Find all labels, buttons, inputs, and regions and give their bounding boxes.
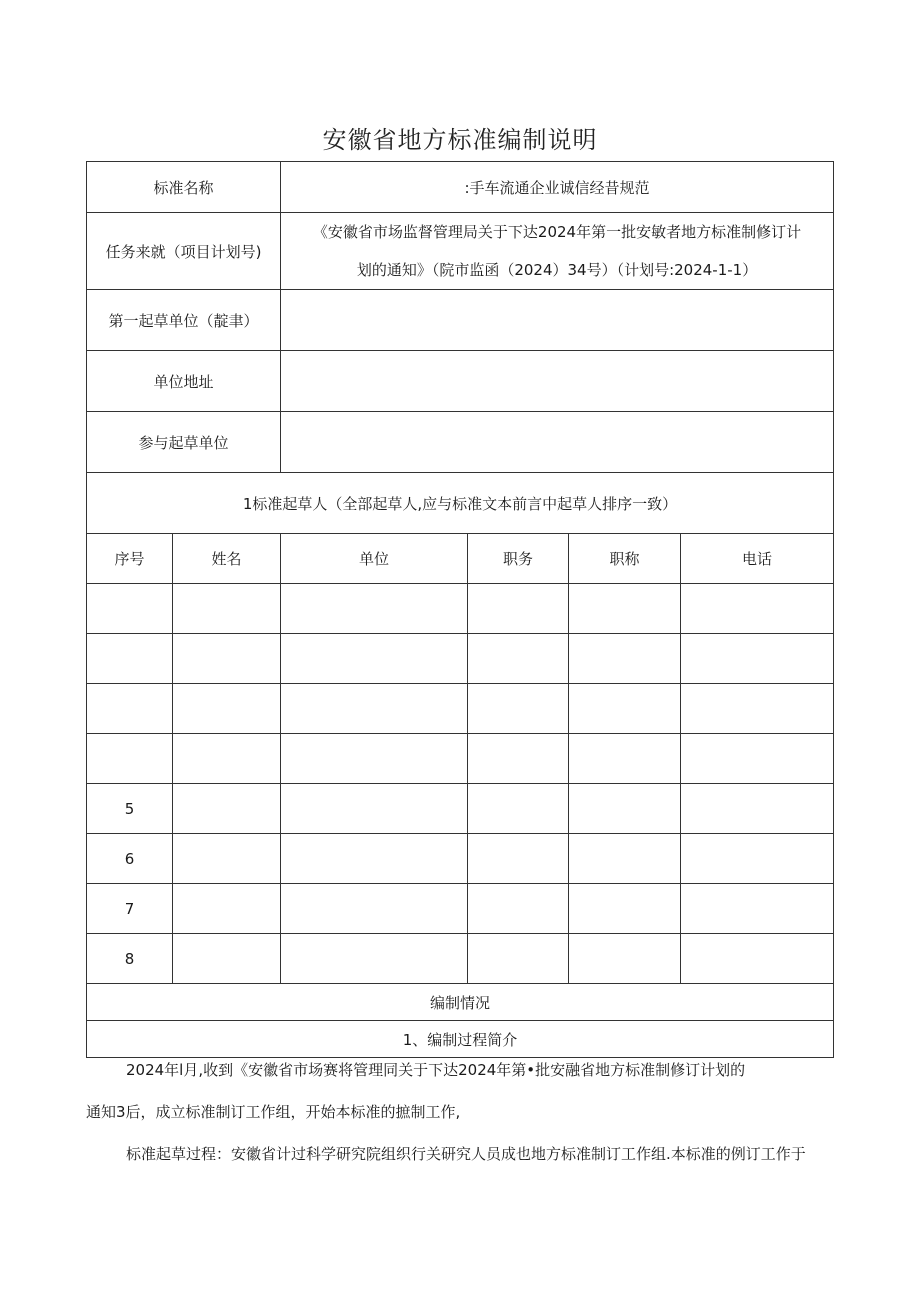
header-index: 序号: [87, 534, 173, 584]
participants-row: [87, 412, 834, 473]
row-title[interactable]: [569, 784, 681, 834]
standard-name-label: 标准名称: [87, 162, 281, 213]
row-index: 6: [87, 834, 173, 884]
row-position[interactable]: [468, 734, 569, 784]
process-heading-row: [87, 1021, 834, 1058]
first-drafter-label: 第一起草单位（靛聿）: [87, 290, 281, 351]
row-name[interactable]: [173, 784, 281, 834]
participants-label: 参与起草单位: [87, 412, 281, 473]
row-unit[interactable]: [281, 584, 468, 634]
row-phone[interactable]: [681, 934, 834, 984]
header-unit: 单位: [281, 534, 468, 584]
row-title[interactable]: [569, 934, 681, 984]
table-row: [87, 784, 834, 834]
table-row: [87, 684, 834, 734]
row-index: [87, 684, 173, 734]
row-name[interactable]: [173, 734, 281, 784]
row-unit[interactable]: [281, 784, 468, 834]
row-position[interactable]: [468, 934, 569, 984]
first-drafter-value[interactable]: [281, 290, 834, 351]
drafters-section-title: 1标准起草人（全部起草人,应与标准文本前言中起草人排序一致）: [87, 473, 834, 534]
row-unit[interactable]: [281, 684, 468, 734]
task-source-value: [281, 213, 834, 290]
row-title[interactable]: [569, 584, 681, 634]
table-row: [87, 584, 834, 634]
row-unit[interactable]: [281, 734, 468, 784]
row-name[interactable]: [173, 834, 281, 884]
row-index: 7: [87, 884, 173, 934]
table-row: [87, 934, 834, 984]
standard-name-row: [87, 162, 834, 213]
paragraph-2-line-1: 标准起草过程：安徽省计过科学研究院组织行关研究人员成也地方标准制订工作组.本标准的例订工作于: [126, 1145, 806, 1163]
row-index: [87, 734, 173, 784]
row-index: [87, 584, 173, 634]
header-name: 姓名: [173, 534, 281, 584]
header-phone: 电话: [681, 534, 834, 584]
compilation-title: 编制情况: [87, 984, 834, 1021]
row-index: 8: [87, 934, 173, 984]
row-title[interactable]: [569, 634, 681, 684]
row-phone[interactable]: [681, 734, 834, 784]
row-position[interactable]: [468, 834, 569, 884]
row-unit[interactable]: [281, 834, 468, 884]
drafters-header-row: [87, 534, 834, 584]
row-title[interactable]: [569, 884, 681, 934]
row-name[interactable]: [173, 684, 281, 734]
task-source-row: [87, 213, 834, 290]
row-phone[interactable]: [681, 684, 834, 734]
row-phone[interactable]: [681, 834, 834, 884]
row-title[interactable]: [569, 834, 681, 884]
document-title: 安徽省地方标准编制说明: [322, 126, 598, 154]
row-unit[interactable]: [281, 884, 468, 934]
row-unit[interactable]: [281, 634, 468, 684]
row-index: [87, 634, 173, 684]
row-title[interactable]: [569, 734, 681, 784]
table-row: [87, 734, 834, 784]
row-phone[interactable]: [681, 584, 834, 634]
row-name[interactable]: [173, 934, 281, 984]
row-position[interactable]: [468, 684, 569, 734]
row-unit[interactable]: [281, 934, 468, 984]
task-source-line-2: 划的通知》（院市监函（2024）34号）（计划号:2024-1-1）: [356, 261, 758, 279]
drafters-section-row: [87, 473, 834, 534]
standard-info-table: [86, 161, 834, 1058]
row-phone[interactable]: [681, 884, 834, 934]
compilation-title-row: [87, 984, 834, 1021]
row-phone[interactable]: [681, 784, 834, 834]
row-position[interactable]: [468, 634, 569, 684]
participants-value[interactable]: [281, 412, 834, 473]
row-position[interactable]: [468, 584, 569, 634]
row-name[interactable]: [173, 884, 281, 934]
header-title: 职称: [569, 534, 681, 584]
paragraph-1-line-2: 通知3后，成立标准制订工作组，开始本标准的摭制工作,: [86, 1103, 461, 1121]
process-heading: 1、编制过程简介: [87, 1021, 834, 1058]
row-position[interactable]: [468, 884, 569, 934]
row-name[interactable]: [173, 634, 281, 684]
task-source-line-1: 《安徽省市场监督管理局关于下达2024年第一批安敏者地方标准制修订计: [312, 223, 802, 241]
row-position[interactable]: [468, 784, 569, 834]
table-row: [87, 884, 834, 934]
row-index: 5: [87, 784, 173, 834]
address-value[interactable]: [281, 351, 834, 412]
address-label: 单位地址: [87, 351, 281, 412]
table-row: [87, 834, 834, 884]
table-row: [87, 634, 834, 684]
header-position: 职务: [468, 534, 569, 584]
row-title[interactable]: [569, 684, 681, 734]
row-name[interactable]: [173, 584, 281, 634]
paragraph-1-line-1: 2024年l月,收到《安徽省市场赛将管理同关于下达2024年第•批安融省地方标准制修订计划的: [126, 1061, 746, 1079]
first-drafter-row: [87, 290, 834, 351]
address-row: [87, 351, 834, 412]
task-source-label: 任务来就（项目计划号): [87, 213, 281, 290]
row-phone[interactable]: [681, 634, 834, 684]
standard-name-value: :手车流通企业诚信经昔规范: [281, 162, 834, 213]
